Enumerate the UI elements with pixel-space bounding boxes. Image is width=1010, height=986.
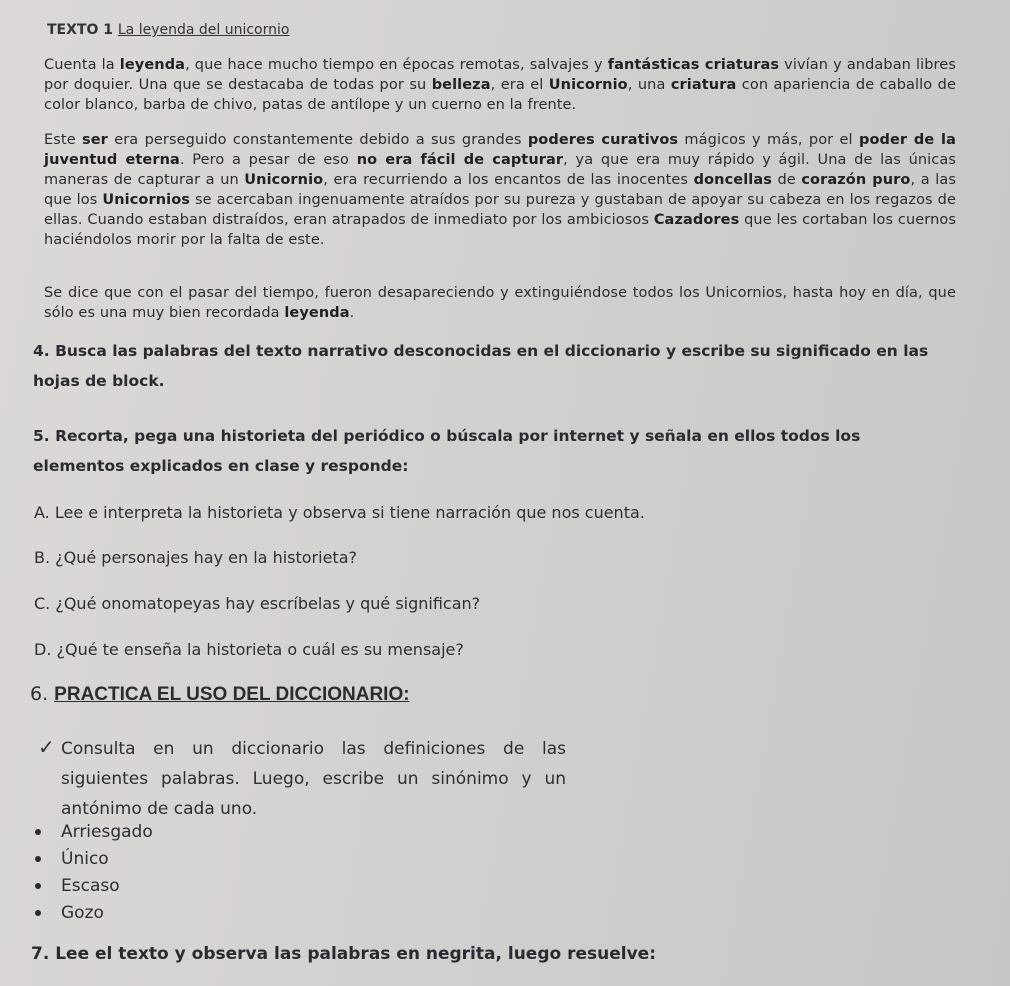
subquestion-c: C. ¿Qué onomatopeyas hay escríbelas y qué significan? bbox=[34, 594, 481, 613]
text-segment: , ya que era muy rápido y ágil. Una de las únicas maneras de capturar a un bbox=[44, 152, 956, 188]
text-title bbox=[47, 22, 289, 38]
word-item bbox=[33, 874, 153, 901]
word-list bbox=[33, 820, 153, 928]
bullet-icon bbox=[35, 883, 41, 889]
word-label: Arriesgado bbox=[61, 822, 153, 842]
question-4: 4. Busca las palabras del texto narrativo desconocidas en el diccionario y escribe su significado en las hojas de block. bbox=[33, 342, 929, 390]
bold-word: Unicornios bbox=[102, 192, 190, 208]
word-item bbox=[33, 847, 153, 874]
word-label: Gozo bbox=[61, 903, 104, 923]
bold-word: ser bbox=[82, 132, 108, 148]
bold-word: poder de la juventud eterna bbox=[44, 132, 957, 168]
subquestion-d: D. ¿Qué te enseña la historieta o cuál es su mensaje? bbox=[34, 640, 464, 659]
bold-word: Cazadores bbox=[653, 212, 740, 228]
bullet-icon bbox=[35, 910, 41, 916]
question-5: 5. Recorta, pega una historieta del periódico o búscala por internet y señala en ellos todos los elementos explicados en clase y responde: bbox=[33, 427, 861, 475]
text-segment: Cuenta la bbox=[44, 57, 120, 73]
subquestion-b: B. ¿Qué personajes hay en la historieta? bbox=[34, 548, 357, 567]
text-segment: de bbox=[771, 172, 802, 188]
bold-word: Unicornio bbox=[244, 172, 324, 188]
dictionary-instruction: Consulta en un diccionario las definiciones de las siguientes palabras. Luego, escribe un sinónimo y un antónimo de cada uno. bbox=[61, 739, 566, 819]
word-item bbox=[33, 901, 153, 928]
text-segment: . Pero a pesar de eso bbox=[179, 152, 357, 168]
word-label: Único bbox=[61, 849, 109, 869]
text-segment: que les cortaban los cuernos haciéndolos morir por la falta de este. bbox=[44, 212, 956, 248]
word-item bbox=[33, 820, 153, 847]
text-segment: , era el bbox=[490, 77, 549, 93]
text-segment: , era recurriendo a los encantos de las inocentes bbox=[323, 172, 694, 188]
word-label: Escaso bbox=[61, 876, 120, 896]
bullet-icon bbox=[35, 856, 41, 862]
title-prefix: TEXTO 1 bbox=[47, 22, 118, 38]
text-segment: se acercaban ingenuamente atraídos por su pureza y gustaban de apoyar su cabeza en los regazos de ellas. Cuando estaban distraídos, eran atrapados de inmediato por los ambiciosos bbox=[44, 192, 956, 228]
text-segment: Se dice que con el pasar del tiempo, fueron desapareciendo y extinguiéndose todos los Unicornios, hasta hoy en día, que sólo es una muy bien recordada bbox=[44, 285, 956, 321]
section-6-title: PRACTICA EL USO DEL DICCIONARIO: bbox=[54, 684, 410, 705]
subquestion-a: A. Lee e interpreta la historieta y observa si tiene narración que nos cuenta. bbox=[34, 503, 645, 522]
question-7: 7. Lee el texto y observa las palabras en negrita, luego resuelve: bbox=[31, 944, 656, 964]
paragraph-2 bbox=[44, 130, 956, 250]
bold-word: poderes curativos bbox=[527, 132, 679, 148]
text-segment: , que hace mucho tiempo en épocas remotas, salvajes y bbox=[185, 57, 608, 73]
text-segment: era perseguido constantemente debido a sus grandes bbox=[107, 132, 528, 148]
bullet-icon bbox=[35, 829, 41, 835]
text-segment: , a las que los bbox=[44, 172, 956, 208]
text-segment: vivían y andaban libres por doquier. Una que se destacaba de todas por su bbox=[44, 57, 956, 93]
bold-word: doncellas bbox=[693, 172, 772, 188]
text-segment: con apariencia de caballo de color blanco, barba de chivo, patas de antílope y un cuerno en la frente. bbox=[44, 77, 956, 113]
checkmark-icon: ✓ bbox=[38, 735, 55, 759]
text-segment: , una bbox=[627, 77, 671, 93]
text-segment: Este bbox=[44, 132, 83, 148]
bold-word: no era fácil de capturar bbox=[356, 152, 564, 168]
section-6-heading bbox=[30, 683, 410, 706]
paragraph-3 bbox=[44, 283, 956, 323]
bold-word: corazón puro bbox=[801, 172, 911, 188]
bold-word: fantásticas criaturas bbox=[607, 57, 780, 73]
section-6-number: 6. bbox=[30, 683, 55, 705]
bold-word: criatura bbox=[670, 77, 737, 93]
text-segment: . bbox=[349, 305, 355, 321]
text-segment: mágicos y más, por el bbox=[678, 132, 859, 148]
bold-word: belleza bbox=[431, 77, 491, 93]
bold-word: leyenda bbox=[119, 57, 186, 73]
paragraph-1 bbox=[44, 55, 956, 115]
bold-word: Unicornio bbox=[548, 77, 628, 93]
bold-word: leyenda bbox=[284, 305, 350, 321]
title-underlined: La leyenda del unicornio bbox=[117, 22, 290, 38]
